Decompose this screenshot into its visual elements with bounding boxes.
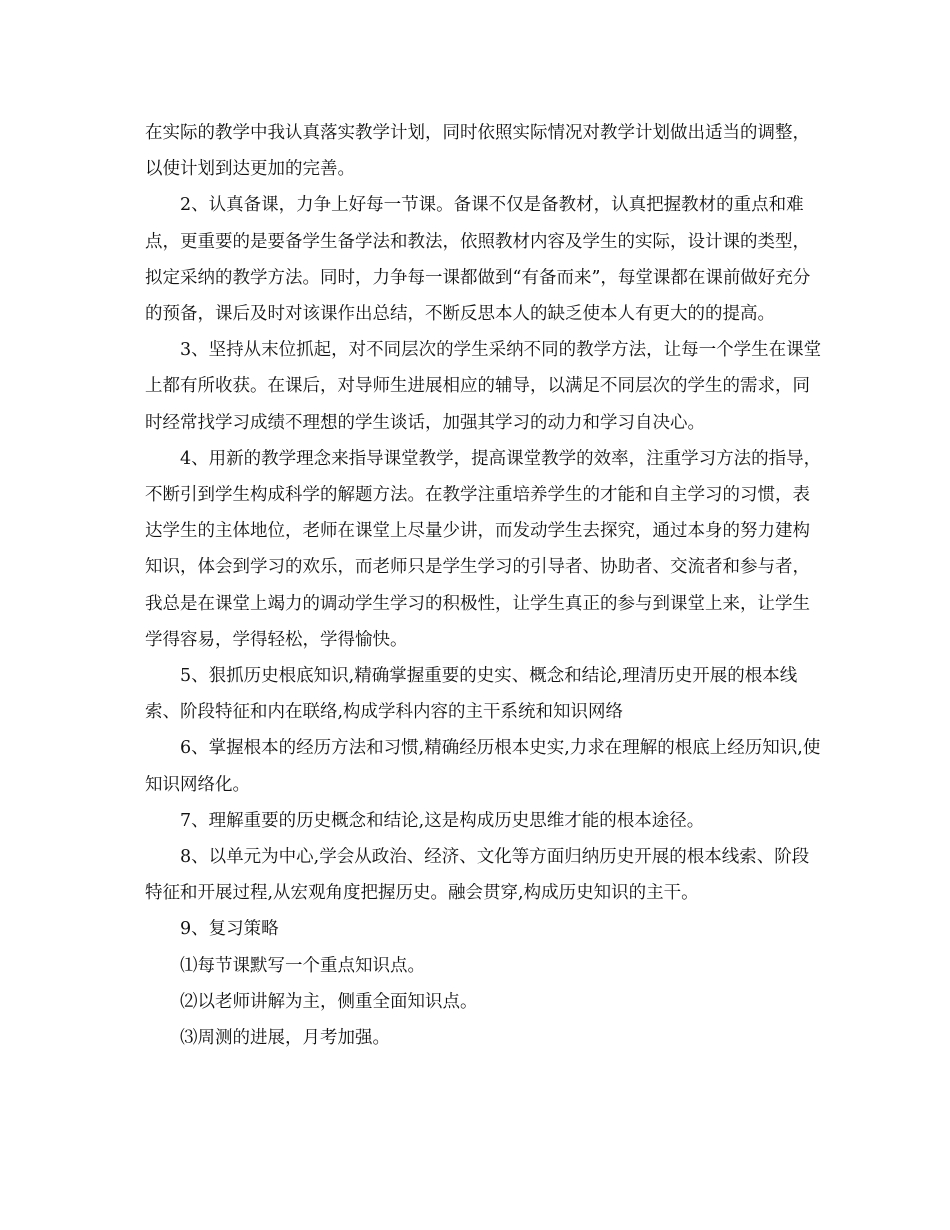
strategy-item-2: ⑵以老师讲解为主，侧重全面知识点。 [180, 991, 478, 1012]
paragraph-item-2: 2、认真备课，力争上好每一节课。备课不仅是备教材，认真把握教材的重点和难点，更重要的是要备学生备学法和教法，依照教材内容及学生的实际，设计课的类型，拟定采纳的教学方法。同时，力争每一课都做到“有备而来”，每堂课都在课前做好充分的预备，课后及时对该课作出总结，不断反思本人的缺乏使本人有更大的的提高。 [145, 195, 811, 325]
paragraph-item-4: 4、用新的教学理念来指导课堂教学，提高课堂教学的效率，注重学习方法的指导，不断引到学生构成科学的解题方法。在教学注重培养学生的才能和自主学习的习惯，表达学生的主体地位，老师在课堂上尽量少讲，而发动学生去探究，通过本身的努力建构知识，体会到学习的欢乐，而老师只是学生学习的引导者、协助者、交流者和参与者，我总是在课堂上竭力的调动学生学习的积极性，让学生真正的参与到课堂上来，让学生学得容易，学得轻松，学得愉快。 [145, 448, 822, 650]
paragraph-item-8: 8、以单元为中心,学会从政治、经济、文化等方面归纳历史开展的根本线索、阶段特征和开展过程,从宏观角度把握历史。融会贯穿,构成历史知识的主干。 [145, 847, 810, 904]
paragraph-continuation: 在实际的教学中我认真落实教学计划，同时依照实际情况对教学计划做出适当的调整，以使计划到达更加的完善。 [145, 123, 810, 180]
paragraph-item-5: 5、狠抓历史根底知识,精确掌握重要的史实、概念和结论,理清历史开展的根本线索、阶段特征和内在联络,构成学科内容的主干系统和知识网络 [145, 666, 798, 723]
paragraph-item-6: 6、掌握根本的经历方法和习惯,精确经历根本史实,力求在理解的根底上经历知识,使知识网络化。 [145, 738, 821, 795]
paragraph-item-7: 7、理解重要的历史概念和结论,这是构成历史思维才能的根本途径。 [180, 810, 705, 831]
strategy-item-3: ⑶周测的进展，月考加强。 [180, 1028, 390, 1049]
paragraph-item-9-heading: 9、复习策略 [180, 919, 279, 940]
strategy-item-1: ⑴每节课默写一个重点知识点。 [180, 955, 425, 976]
paragraph-item-3: 3、坚持从末位抓起，对不同层次的学生采纳不同的教学方法，让每一个学生在课堂上都有所收获。在课后，对导师生进展相应的辅导，以满足不同层次的学生的需求，同时经常找学习成绩不理想的学生谈话，加强其学习的动力和学习自决心。 [145, 340, 822, 433]
document-body [145, 115, 825, 1056]
